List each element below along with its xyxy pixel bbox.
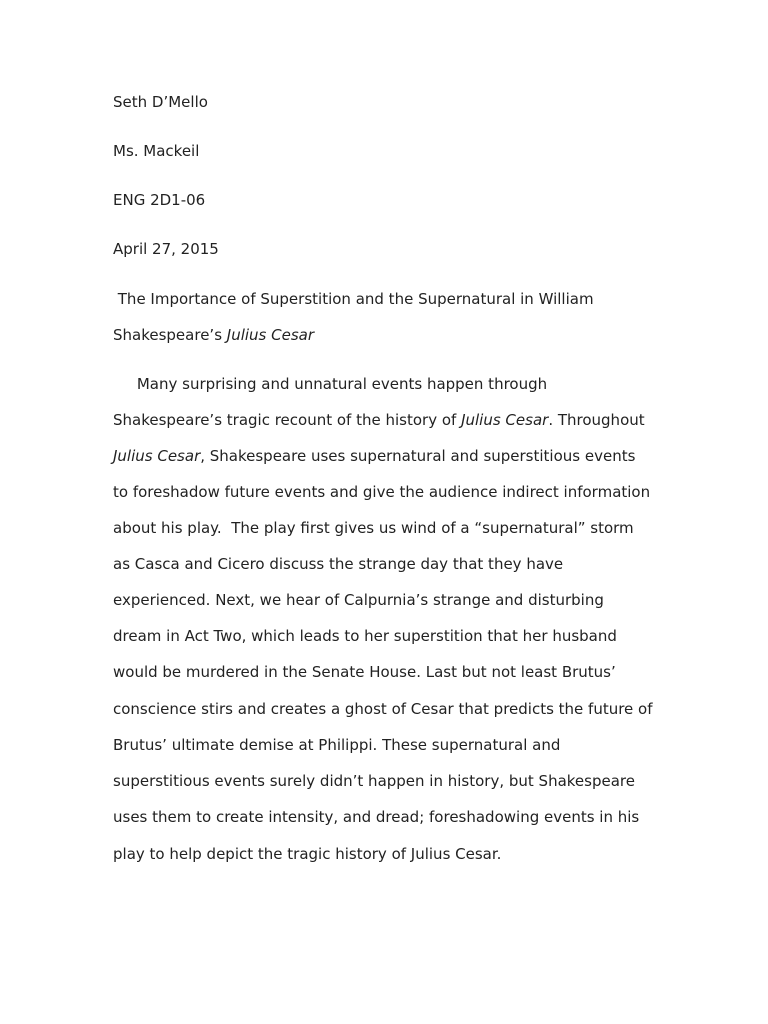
essay-line: as Casca and Cicero discuss the strange day that they have [113, 555, 564, 573]
essay-line: dream in Act Two, which leads to her superstition that her husband [113, 627, 617, 645]
essay-italic-play-name: Julius Cesar [113, 447, 201, 465]
essay-date: April 27, 2015 [113, 240, 219, 258]
essay-line [113, 446, 635, 466]
author-name: Seth D’Mello [113, 93, 208, 111]
essay-line: Many surprising and unnatural events happen through [113, 375, 548, 393]
essay-title-line-2 [113, 325, 314, 345]
title-italic-play-name: Julius Cesar [226, 326, 315, 344]
essay-text: . Throughout [548, 411, 645, 429]
teacher-name: Ms. Mackeil [113, 142, 200, 160]
essay-line: about his play. The play first gives us wind of a “supernatural” storm [113, 519, 634, 537]
essay-text: , Shakespeare uses supernatural and superstitious events [200, 447, 636, 465]
essay-line: Brutus’ ultimate demise at Philippi. These supernatural and [113, 736, 561, 754]
essay-title-line-1: The Importance of Superstition and the Supernatural in William [113, 290, 594, 308]
essay-line: conscience stirs and creates a ghost of Cesar that predicts the future of [113, 700, 653, 718]
course-code: ENG 2D1-06 [113, 191, 206, 209]
essay-line: superstitious events surely didn’t happen in history, but Shakespeare [113, 772, 635, 790]
title-prefix: Shakespeare’s [113, 326, 227, 344]
essay-line: experienced. Next, we hear of Calpurnia’s strange and disturbing [113, 591, 604, 609]
essay-line: would be murdered in the Senate House. Last but not least Brutus’ [113, 663, 616, 681]
essay-text: Shakespeare’s tragic recount of the history of [113, 411, 462, 429]
essay-line: play to help depict the tragic history of Julius Cesar. [113, 845, 502, 863]
essay-line [113, 410, 645, 430]
essay-line: uses them to create intensity, and dread; foreshadowing events in his [113, 808, 640, 826]
essay-italic-play-name: Julius Cesar [461, 411, 549, 429]
essay-line: to foreshadow future events and give the audience indirect information [113, 483, 651, 501]
